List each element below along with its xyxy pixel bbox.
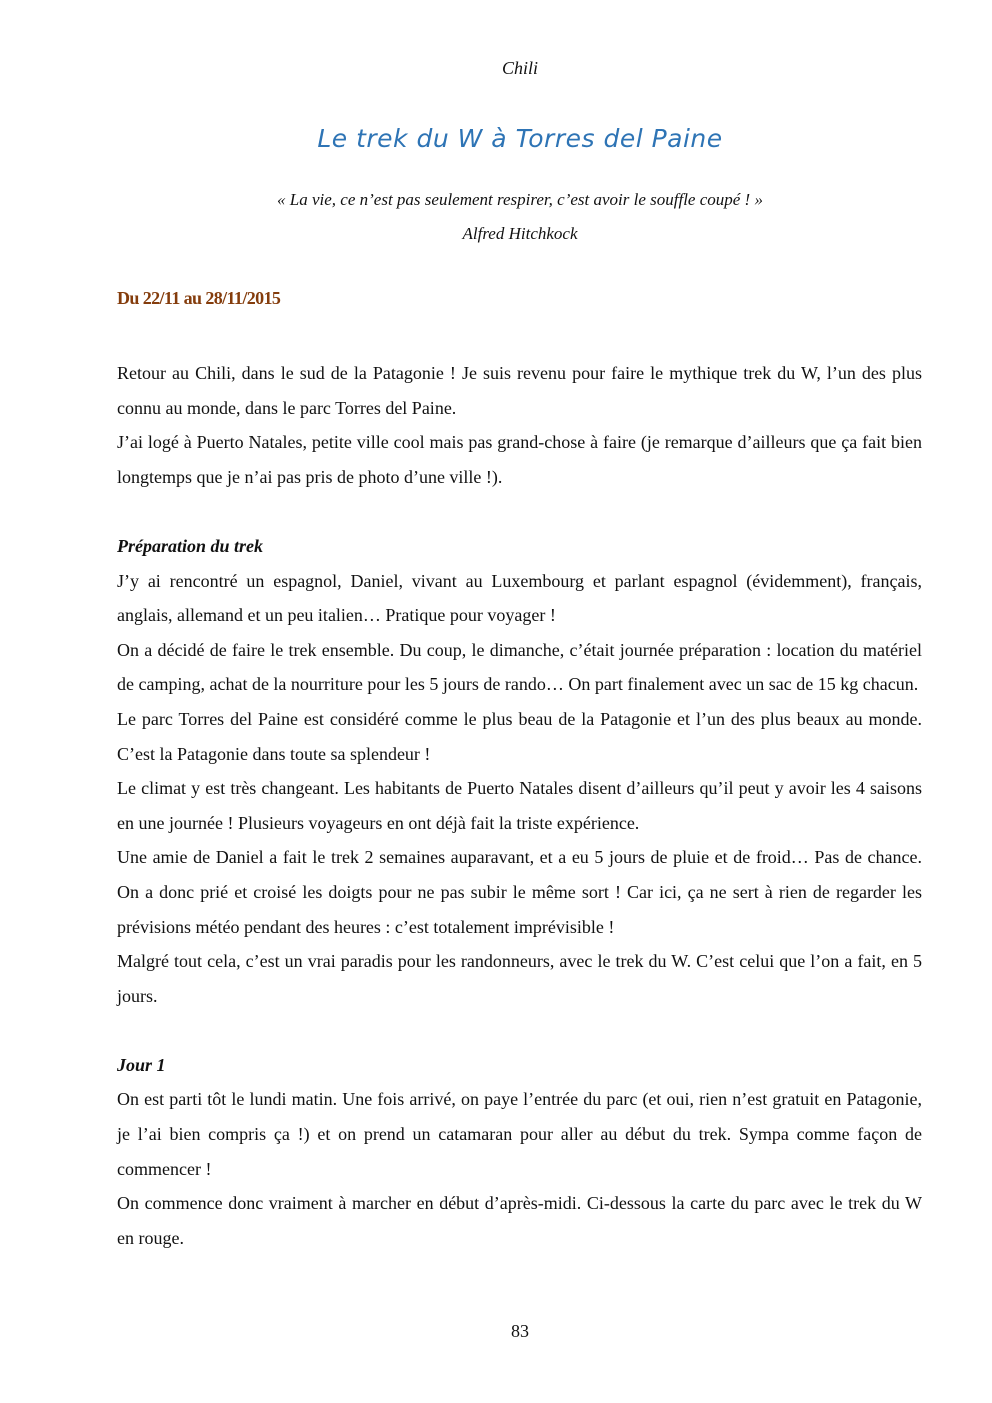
paragraph: Malgré tout cela, c’est un vrai paradis pour les randonneurs, avec le trek du W. C’est celui que l’on a fait, en 5 jours. bbox=[117, 951, 922, 1006]
epigraph bbox=[0, 183, 992, 251]
chapter-title: Le trek du W à Torres del Paine bbox=[317, 124, 723, 153]
paragraph: On commence donc vraiment à marcher en début d’après-midi. Ci-dessous la carte du parc avec le trek du W en rouge. bbox=[117, 1193, 922, 1248]
section-heading-day1: Jour 1 bbox=[117, 1054, 166, 1075]
paragraph: J’ai logé à Puerto Natales, petite ville cool mais pas grand-chose à faire (je remarque d’ailleurs que ça fait bien longtemps que je n’ai pas pris de photo d’une ville !). bbox=[117, 432, 922, 487]
paragraph: On a décidé de faire le trek ensemble. Du coup, le dimanche, c’était journée préparation : location du matériel de camping, achat de la nourriture pour les 5 jours de rando… On part finalement avec un sac de 15 kg chacun. bbox=[117, 639, 922, 695]
epigraph-author: Alfred Hitchkock bbox=[462, 224, 578, 243]
paragraph: Le parc Torres del Paine est considéré comme le plus beau de la Patagonie et l’un des plus beaux au monde. C’est la Patagonie dans toute sa splendeur ! bbox=[117, 708, 922, 764]
paragraph: On est parti tôt le lundi matin. Une fois arrivé, on paye l’entrée du parc (et oui, rien n’est gratuit en Patagonie, je l’ai bien compris ça !) et on prend un catamaran pour aller au début du trek. Sympa comme façon de commencer ! bbox=[117, 1089, 922, 1179]
paragraph: Retour au Chili, dans le sud de la Patagonie ! Je suis revenu pour faire le mythique trek du W, l’un des plus connu au monde, dans le parc Torres del Paine. bbox=[117, 363, 922, 418]
running-header: Chili bbox=[501, 58, 538, 78]
date-range: Du 22/11 au 28/11/2015 bbox=[117, 288, 281, 308]
body-text bbox=[117, 356, 922, 1255]
epigraph-quote: « La vie, ce n’est pas seulement respirer, c’est avoir le souffle coupé ! » bbox=[277, 190, 763, 209]
paragraph: Une amie de Daniel a fait le trek 2 semaines auparavant, et a eu 5 jours de pluie et de froid… Pas de chance. On a donc prié et croisé les doigts pour ne pas subir le même sort ! Car ici, ça ne sert à rien de regarder les prévisions météo pendant des heures : c’est totalement imprévisible ! bbox=[117, 847, 922, 937]
section-heading-preparation: Préparation du trek bbox=[117, 535, 264, 556]
paragraph: J’y ai rencontré un espagnol, Daniel, vivant au Luxembourg et parlant espagnol (évidemment), français, anglais, allemand et un peu italien… Pratique pour voyager ! bbox=[117, 570, 922, 626]
paragraph: Le climat y est très changeant. Les habitants de Puerto Natales disent d’ailleurs qu’il peut y avoir les 4 saisons en une journée ! Plusieurs voyageurs en ont déjà fait la triste expérience. bbox=[117, 778, 922, 833]
page-number: 83 bbox=[511, 1321, 529, 1341]
